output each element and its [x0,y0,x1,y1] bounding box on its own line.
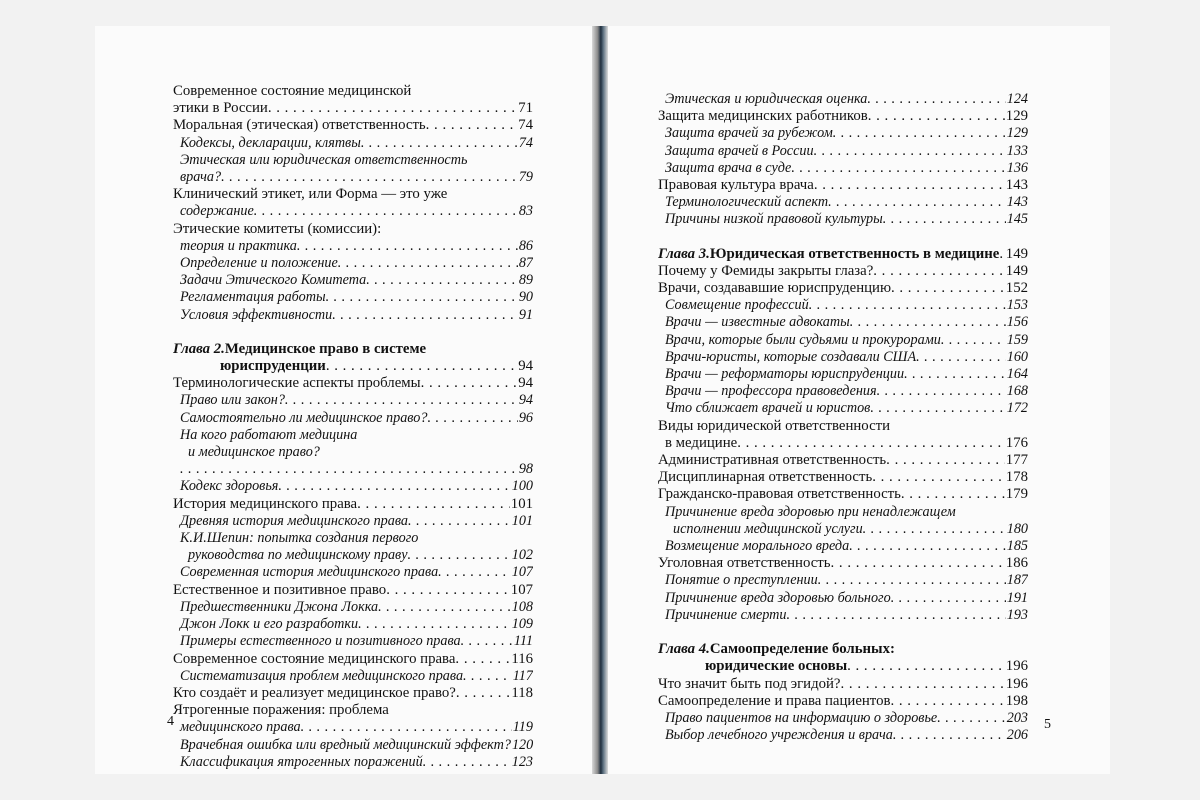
toc-entry-line: Этические комитеты (комиссии): [173,220,382,237]
dot-leader [850,314,1006,331]
toc-entry-page: 176 [1005,434,1028,451]
book-spread [95,26,1110,774]
toc-entry [658,590,1028,607]
toc-entry-page: 143 [1005,177,1028,194]
toc-entry-title: Определение и положение [180,255,338,272]
toc-entry [658,263,1028,280]
toc-entry-page: 133 [1006,142,1028,159]
toc-entry-page: 164 [1006,366,1028,383]
toc-entry-title: Естественное и позитивное право [173,581,387,598]
toc-entry-page: 90 [518,289,533,306]
toc-entry [658,143,1028,160]
toc-entry [658,727,1028,744]
toc-entry-title: руководства по медицинскому праву [188,547,408,564]
toc-entry-title: Терминологический аспект [665,194,829,211]
dot-leader [814,177,1005,194]
toc-entry-title: Кодекс здоровья [180,478,279,495]
toc-entry-page: 111 [513,633,533,650]
toc-entry-title: Самоопределение и права пациентов [658,692,891,709]
toc-entry-line: На кого работают медицина [180,426,358,443]
toc-entry-page: 74 [518,134,533,151]
toc-entry-page: 117 [512,667,533,684]
toc-entry [173,289,533,306]
toc-entry-title: Врачи, которые были судьями и прокурорами [665,331,941,348]
toc-entry [658,486,1028,503]
dot-leader [285,392,518,409]
toc-entry-title: Предшественники Джона Локка [180,598,379,615]
dot-leader [338,255,518,272]
toc-entry-page: 145 [1006,211,1028,228]
dot-leader [438,564,511,581]
toc-entry-title: содержание [180,203,254,220]
dot-leader [809,297,1006,314]
toc-entry-title: Правовая культура врача [658,177,814,194]
page-number-right: 5 [1044,717,1051,732]
toc-entry-title: Выбор лечебного учреждения и врача [665,727,893,744]
dot-leader [847,658,1005,675]
section-gap [658,229,1028,246]
toc-entry-page: 198 [1005,692,1028,709]
toc-entry [658,177,1028,194]
chapter-title: Самоопределение больных: [709,641,895,658]
toc-entry [173,272,533,289]
toc-entry-page: 187 [1006,572,1028,589]
toc-entry-line: Клинический этикет, или Форма — это уже [173,186,448,203]
toc-entry [173,599,533,616]
toc-entry-title: Регламентация работы [180,289,326,306]
toc-entry-title: Почему у Фемиды закрыты глаза? [658,262,874,279]
toc-entry [173,651,533,668]
toc-entry-page: 153 [1006,297,1028,314]
toc-entry [173,392,533,409]
toc-entry [173,564,533,581]
toc-entry-page: 196 [1005,658,1028,675]
page-number-left: 4 [167,714,174,729]
dot-leader [221,169,518,186]
toc-entry [658,314,1028,331]
dot-leader [378,599,511,616]
dot-leader [427,410,517,427]
toc-entry-title: медицинского права [180,719,301,736]
dot-leader [787,607,1006,624]
toc-entry-page: 107 [510,581,533,598]
toc-entry [658,435,1028,452]
toc-entry-title: Защита врачей в России [665,142,814,159]
dot-leader [941,332,1006,349]
dot-leader [326,358,517,375]
toc-entry [173,255,533,272]
chapter-title: Юридическая ответственность в медицине [709,245,1000,262]
toc-entry [658,400,1028,417]
toc-entry [658,194,1028,211]
dot-leader [890,693,1004,710]
dot-leader [833,125,1006,142]
toc-entry-page: 98 [518,461,533,478]
right-page [608,26,1110,774]
toc-entry [173,117,533,134]
dot-leader [386,582,510,599]
toc-entry-title: Задачи Этического Комитета [180,272,367,289]
toc-entry-page: 119 [512,719,533,736]
toc-entry-page: 203 [1006,709,1028,726]
toc-entry-page: 185 [1006,538,1028,555]
toc-entry-page: 86 [518,237,533,254]
toc-entry-page: 124 [1006,91,1028,107]
toc-entry-title: Врачи — профессора правоведения [665,383,877,400]
toc-entry-page: 102 [511,547,533,564]
toc-entry-title: Врачебная ошибка или вредный медицинский эффект? [180,736,511,753]
toc-entry-page: 178 [1005,469,1028,486]
chapter-heading [658,641,1028,658]
dot-leader [326,289,518,306]
toc-entry-line: Этическая или юридическая ответственность [180,151,468,168]
toc-entry [658,555,1028,572]
dot-leader [301,719,512,736]
toc-entry-page: 168 [1006,383,1028,400]
toc-entry-title: Дисциплинарная ответственность [658,469,873,486]
toc-entry-title: врача? [180,169,222,186]
toc-entry-page: 94 [518,392,533,409]
chapter-heading-cont [658,658,1028,675]
dot-leader [831,555,1005,572]
toc-entry [658,572,1028,589]
toc-entry-title: Современная история медицинского права [180,564,439,581]
dot-leader [828,194,1006,211]
toc-entry-page: 87 [518,255,533,272]
toc-entry-page: 100 [511,478,533,495]
dot-leader [916,349,1006,366]
toc-entry-page: 120 [511,736,533,753]
dot-leader [268,100,517,117]
toc-entry-title: Врачи — известные адвокаты [665,314,850,331]
toc-entry-title: Классификация ятрогенных поражений [180,753,423,770]
toc-entry-page: 179 [1005,486,1028,503]
toc-entry-title: Этическая и юридическая оценка [665,91,868,107]
toc-entry-title: Причины низкой правовой культуры [665,211,883,228]
book-gutter [592,26,608,774]
table-of-contents-right [658,91,1028,744]
toc-entry-title: Врачи, создававшие юриспруденцию [658,280,891,297]
toc-entry-title: Что значит быть под эгидой? [658,675,841,692]
toc-entry-line: Причинение вреда здоровью при ненадлежащем [665,503,956,520]
toc-entry-page: 172 [1006,400,1028,417]
toc-entry [658,693,1028,710]
dot-leader [883,211,1006,228]
toc-entry [658,469,1028,486]
toc-entry-title: Возмещение морального вреда [665,538,850,555]
toc-entry-title: Врачи-юристы, которые создавали США [665,348,917,365]
toc-entry-page: 152 [1005,280,1028,297]
toc-entry-title: Кодексы, декларации, клятвы [180,134,361,151]
toc-entry-page: 196 [1005,675,1028,692]
chapter-label: Глава 2. [173,340,225,357]
toc-entry-title: Моральная (этическая) ответственность [173,117,426,134]
toc-entry [658,676,1028,693]
toc-entry-title: Систематизация проблем медицинского права [180,667,464,684]
chapter-label: Глава 3. [658,245,710,262]
dot-leader [893,727,1006,744]
toc-entry-title: Джон Локк и его разработки [180,616,359,633]
toc-entry [658,710,1028,727]
toc-entry [658,332,1028,349]
dot-leader [872,469,1005,486]
toc-entry-line: К.И.Шепин: попытка создания первого [180,530,419,547]
toc-entry [173,719,533,736]
dot-leader [463,668,512,685]
toc-entry-page: 116 [511,650,533,667]
chapter-page: 149 [1005,245,1028,262]
dot-leader [455,651,510,668]
toc-entry-page: 186 [1005,555,1028,572]
toc-entry-page: 91 [518,306,533,323]
toc-entry-page: 89 [518,272,533,289]
dot-leader [278,478,510,495]
dot-leader [254,203,518,220]
toc-entry-title: Кто создаёт и реализует медицинское право? [173,684,456,701]
dot-leader [901,486,1005,503]
dot-leader [904,366,1006,383]
toc-entry [173,616,533,633]
section-gap [658,624,1028,641]
toc-entry-page: 94 [518,375,533,392]
toc-entry-title: Самостоятельно ли медицинское право? [180,409,428,426]
dot-leader [426,117,518,134]
toc-entry-title: Терминологические аспекты проблемы [173,375,421,392]
toc-entry-title: юридические основы [705,658,848,675]
dot-leader [937,710,1005,727]
chapter-heading-cont [173,358,533,375]
toc-entry-title: Врачи — реформаторы юриспруденции [665,366,905,383]
toc-entry-title: Совмещение профессий [665,297,809,314]
toc-entry [173,307,533,324]
toc-entry [173,238,533,255]
toc-entry-page: 101 [510,495,533,512]
toc-entry [658,521,1028,538]
toc-entry [658,125,1028,142]
dot-leader [870,400,1005,417]
toc-entry-title: Защита медицинских работников [658,108,868,125]
toc-entry-page: 83 [518,203,533,220]
toc-entry-title: Право пациентов на информацию о здоровье [665,709,938,726]
dot-leader [863,521,1006,538]
left-page [95,26,592,774]
chapter-title: Медицинское право в системе [224,340,427,357]
toc-entry-page: 123 [511,753,533,770]
dot-leader [366,272,518,289]
toc-entry-page: 79 [518,169,533,186]
toc-entry [658,297,1028,314]
toc-entry [173,169,533,186]
toc-entry-page: 160 [1006,348,1028,365]
dot-leader [841,676,1005,693]
dot-leader [891,280,1005,297]
toc-entry-page: 193 [1006,606,1028,623]
toc-entry-title: Причинение вреда здоровью больного [665,589,891,606]
toc-entry-line: Ятрогенные поражения: проблема [173,702,389,719]
dot-leader [873,263,1005,280]
dot-leader [408,513,511,530]
toc-entry [173,410,533,427]
dot-leader [877,383,1006,400]
toc-entry [173,754,533,771]
dot-leader [461,633,513,650]
toc-entry [173,478,533,495]
toc-entry-page: 96 [518,409,533,426]
toc-entry-title: История медицинского права [173,495,358,512]
toc-entry-page: 180 [1006,520,1028,537]
toc-entry-title: Причинение смерти [665,606,787,623]
toc-entry-title: Защита врача в суде [665,159,792,176]
dot-leader [868,108,1005,125]
toc-entry-page: 143 [1006,194,1028,211]
toc-entry [658,160,1028,177]
toc-entry-title: Гражданско-правовая ответственность [658,486,901,503]
dot-leader [791,160,1005,177]
toc-entry [173,461,533,478]
toc-entry-page: 177 [1005,452,1028,469]
toc-entry [658,211,1028,228]
toc-entry-page: 74 [518,117,533,134]
toc-entry [173,547,533,564]
toc-entry [658,383,1028,400]
toc-entry-title: Право или закон? [180,392,285,409]
dot-leader [814,143,1006,160]
toc-entry-page: 129 [1005,108,1028,125]
toc-entry [658,91,1028,108]
toc-entry [658,108,1028,125]
toc-entry-page: 206 [1006,727,1028,744]
dot-leader [332,307,518,324]
chapter-heading [658,246,1028,263]
toc-entry-page: 136 [1006,159,1028,176]
toc-entry-title: в медицине [665,434,738,451]
toc-entry-title: Современное состояние медицинского права [173,650,456,667]
toc-entry-page: 159 [1006,331,1028,348]
dot-leader [421,375,518,392]
toc-entry-title: теория и практика [180,237,297,254]
toc-entry-title: Административная ответственность [658,452,887,469]
dot-leader [423,754,511,771]
toc-entry-page: 129 [1006,125,1028,142]
toc-entry [658,366,1028,383]
toc-entry [173,685,533,702]
toc-entry [173,135,533,152]
dot-leader [737,435,1005,452]
toc-entry-title: Древняя история медицинского права [180,512,409,529]
dot-leader [849,538,1006,555]
dot-leader [818,572,1006,589]
dot-leader [408,547,511,564]
toc-entry [173,496,533,513]
dot-leader [361,135,518,152]
toc-entry [658,538,1028,555]
toc-entry [173,737,533,754]
toc-entry-line: Виды юридической ответственности [658,417,891,434]
toc-entry-title: Понятие о преступлении [665,572,818,589]
toc-entry-line: Современное состояние медицинской [173,83,412,99]
dot-leader [358,616,511,633]
toc-entry [173,668,533,685]
toc-entry [173,633,533,650]
table-of-contents-left [173,83,533,771]
toc-entry [173,582,533,599]
toc-entry [658,607,1028,624]
dot-leader [456,685,511,702]
toc-entry-title: исполнении медицинской услуги [673,520,863,537]
toc-entry [173,100,533,117]
toc-entry-title: этики в России [173,100,268,117]
toc-entry [658,452,1028,469]
toc-entry-title: юриспруденции [220,358,326,375]
toc-entry [173,513,533,530]
toc-entry-page: 101 [511,512,533,529]
toc-entry [173,375,533,392]
toc-entry-title: Условия эффективности [180,306,333,323]
dot-leader [357,496,510,513]
toc-entry-page: 156 [1006,314,1028,331]
toc-entry-page: 108 [511,598,533,615]
toc-entry-page: 94 [518,358,533,375]
toc-entry-title: Примеры естественного и позитивного права [180,633,461,650]
section-gap [173,324,533,341]
toc-entry [658,349,1028,366]
dot-leader [867,91,1005,108]
toc-entry-page: 71 [518,100,533,117]
toc-entry-page: 149 [1005,262,1028,279]
chapter-label: Глава 4. [658,641,710,658]
dot-leader [297,238,518,255]
dot-leader [180,461,518,478]
toc-entry-title: Что сближает врачей и юристов [665,400,871,417]
toc-entry [173,203,533,220]
toc-entry-page: 107 [511,564,533,581]
toc-entry-page: 109 [511,616,533,633]
toc-entry-page: 118 [511,684,533,701]
dot-leader [886,452,1005,469]
toc-entry-title: Защита врачей за рубежом [665,125,833,142]
toc-entry-title: Уголовная ответственность [658,555,831,572]
dot-leader [891,590,1006,607]
toc-entry-line: и медицинское право? [188,444,320,461]
toc-entry-page: 191 [1006,589,1028,606]
toc-entry [658,280,1028,297]
chapter-heading [173,341,533,358]
